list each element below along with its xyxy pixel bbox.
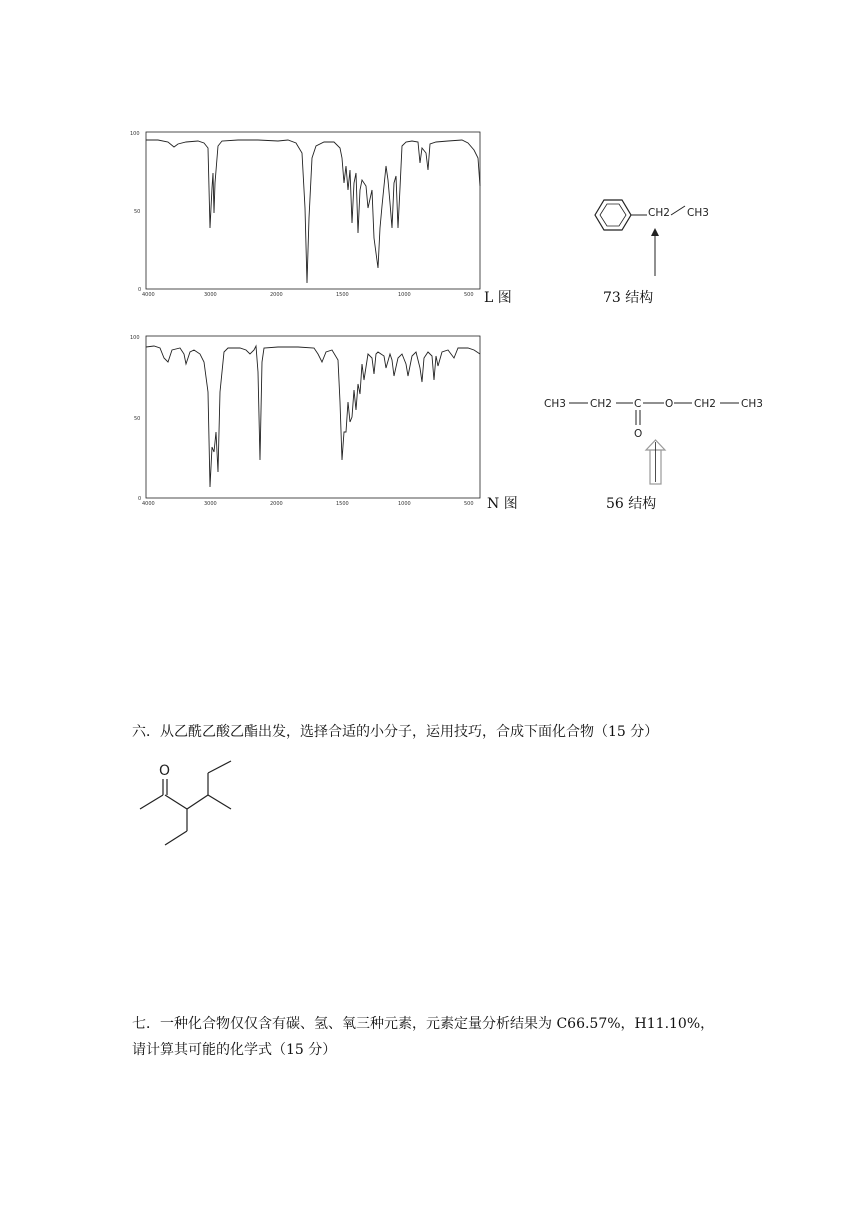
- y-tick: 50: [134, 416, 141, 422]
- x-tick: 2000: [270, 501, 283, 507]
- spectrum-trace: [146, 346, 480, 487]
- spectrum-label-n: N 图: [487, 496, 518, 512]
- x-tick: 2000: [270, 292, 283, 298]
- carbonyl-carbon: C: [634, 398, 642, 410]
- structure-73: [585, 188, 725, 288]
- x-tick: 500: [464, 501, 474, 507]
- ir-spectrum-n: [128, 332, 483, 507]
- spectrum-trace: [146, 140, 480, 283]
- x-tick: 3000: [204, 292, 217, 298]
- x-tick: 1500: [336, 292, 349, 298]
- ketone-oxygen: O: [159, 763, 171, 779]
- question-7-line-2: 请计算其可能的化学式（15 分）: [132, 1042, 337, 1058]
- carbonyl-oxygen: O: [634, 428, 643, 440]
- spectrum-label-l: L 图: [484, 290, 512, 306]
- x-tick: 1500: [336, 501, 349, 507]
- q6-molecule: [132, 755, 242, 855]
- question-6: 六．从乙酰乙酸乙酯出发，选择合适的小分子，运用技巧，合成下面化合物（15 分）: [132, 724, 659, 740]
- group-ch2: CH2: [694, 398, 716, 410]
- structure-56: [540, 390, 780, 490]
- structure-caption-73: 73 结构: [603, 290, 654, 306]
- x-tick: 500: [464, 292, 474, 298]
- ir-spectrum-l: [128, 128, 483, 298]
- group-ch2: CH2: [590, 398, 612, 410]
- y-tick: 100: [130, 131, 140, 137]
- x-tick: 4000: [142, 501, 155, 507]
- group-ch3: CH3: [741, 398, 763, 410]
- group-ch2: CH2: [648, 207, 670, 219]
- ester-oxygen: O: [665, 398, 674, 410]
- y-tick: 50: [134, 209, 141, 215]
- group-ch3: CH3: [544, 398, 566, 410]
- y-tick: 0: [138, 496, 142, 502]
- x-tick: 4000: [142, 292, 155, 298]
- y-tick: 100: [130, 335, 140, 341]
- question-7-line-1: 七．一种化合物仅仅含有碳、氢、氧三种元素，元素定量分析结果为 C66.57%，H11.10%，: [132, 1016, 715, 1032]
- structure-caption-56: 56 结构: [606, 496, 657, 512]
- group-ch3: CH3: [687, 207, 709, 219]
- y-tick: 0: [138, 287, 142, 293]
- arrow-head: [651, 228, 659, 236]
- x-tick: 3000: [204, 501, 217, 507]
- x-tick: 1000: [398, 292, 411, 298]
- x-tick: 1000: [398, 501, 411, 507]
